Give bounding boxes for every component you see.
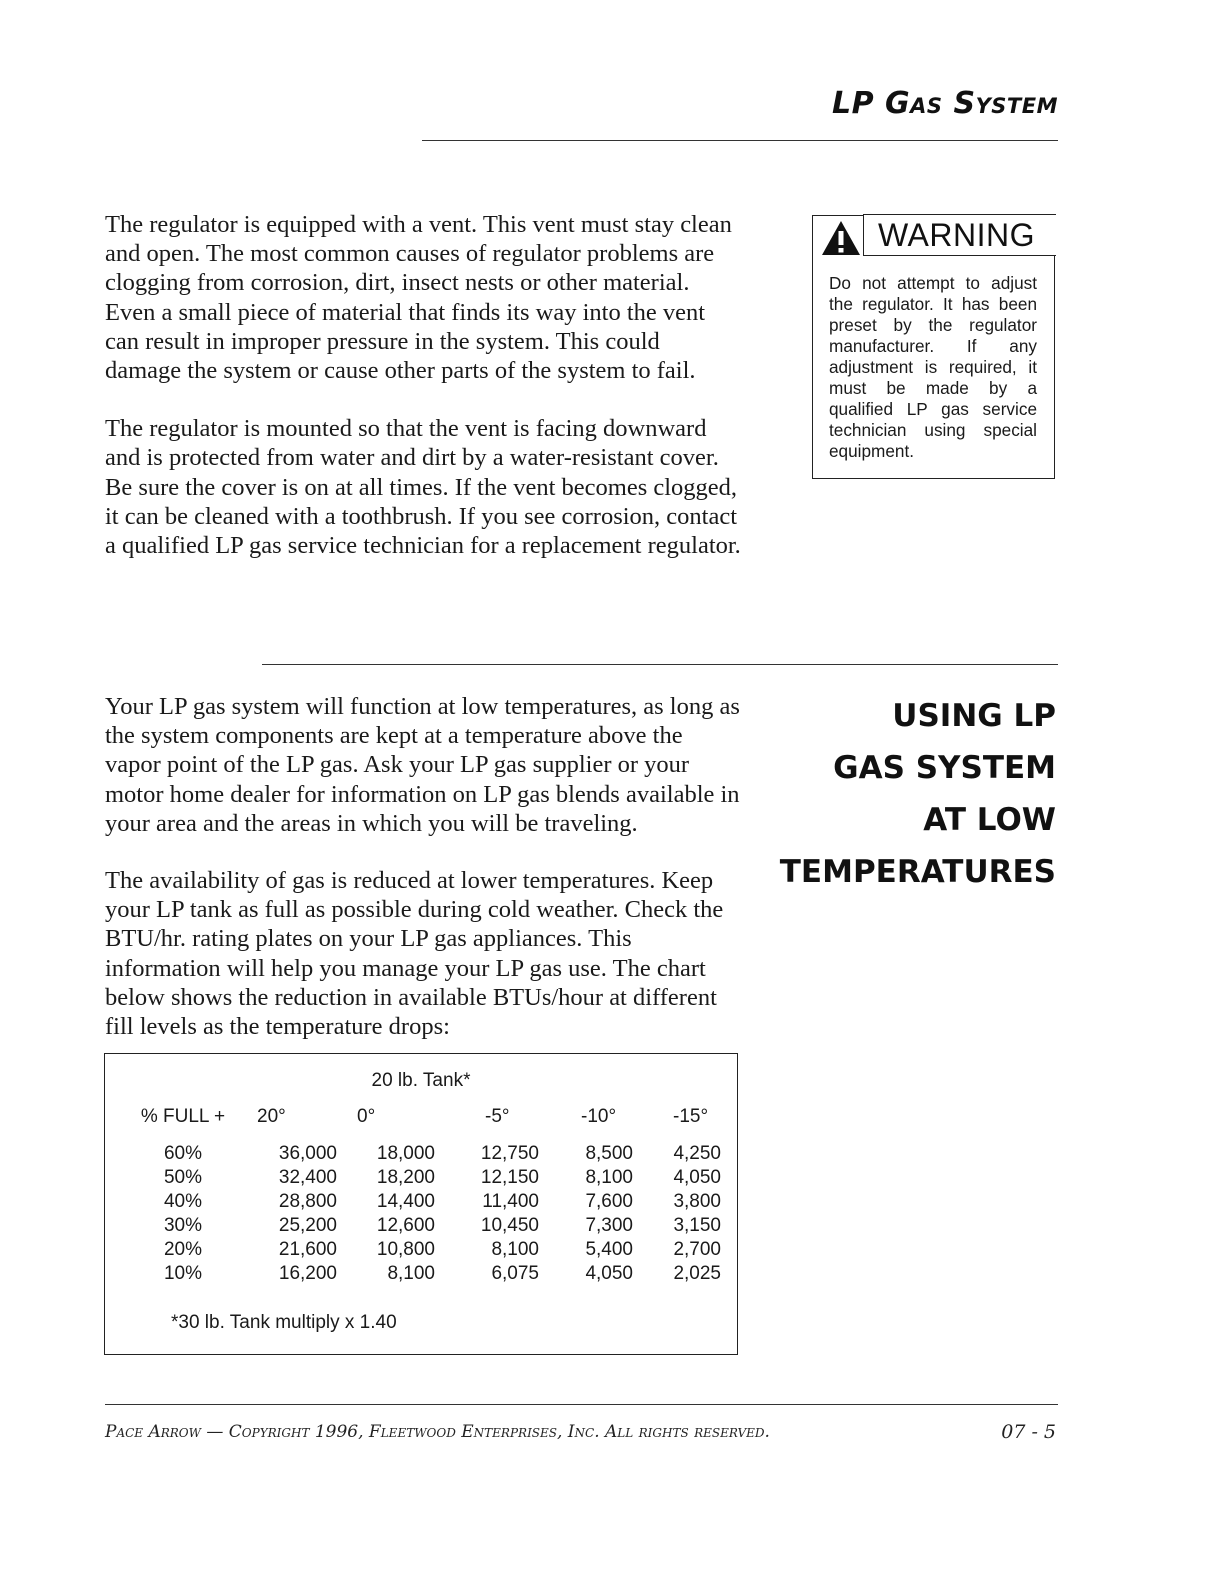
low-temp-section-title: USING LP GAS SYSTEM AT LOW TEMPERATURES <box>779 698 1056 890</box>
table-cell: 5,400 <box>585 1239 633 1260</box>
table-row <box>127 1166 721 1190</box>
regulator-text <box>105 210 741 560</box>
regulator-paragraph-1: The regulator is equipped with a vent. This vent must stay clean and open. The most common causes of regulator problems are clogging from corrosion, dirt, insect nests or other material. Even a small piece of material that finds its way into the vent can result in improper pressure in the system. This could damage the system or cause other parts of the system to fail. <box>105 211 732 385</box>
table-cell: 60% <box>163 1143 203 1164</box>
table-cell: 7,300 <box>585 1215 633 1236</box>
column-header: 20° <box>257 1106 286 1127</box>
table-cell: 21,600 <box>278 1239 337 1260</box>
low-temp-paragraph-1: Your LP gas system will function at low temperatures, as long as the system components are kept at a temperature above the vapor point of the LP gas. Ask your LP gas supplier or your motor home dealer for information on LP gas blends available in your area and the areas in which you will be traveling. <box>105 693 740 837</box>
btu-table-box <box>104 1053 738 1355</box>
table-row <box>127 1262 721 1286</box>
table-cell: 20% <box>163 1239 203 1260</box>
footer-copyright: Pace Arrow — Copyright 1996, Fleetwood Enterprises, Inc. All rights reserved. <box>105 1422 770 1442</box>
table-cell: 12,150 <box>480 1167 539 1188</box>
table-cell: 36,000 <box>278 1143 337 1164</box>
page-header-title: LP Gas System <box>832 86 1058 121</box>
page-number: 07 - 5 <box>1001 1421 1056 1443</box>
regulator-paragraph-2: The regulator is mounted so that the vent is facing downward and is protected from water and dirt by a water-resistant cover. Be sure the cover is on at all times. If the vent becomes clogged, it can be cleaned with a toothbrush. If you see corrosion, contact a qualified LP gas service technician for a replacement regulator. <box>105 415 741 560</box>
warning-label: WARNING <box>863 214 1056 256</box>
table-cell: 2,025 <box>673 1263 721 1284</box>
table-cell: 8,500 <box>585 1143 633 1164</box>
table-cell: 7,600 <box>585 1191 633 1212</box>
table-row <box>127 1214 721 1238</box>
table-cell: 40% <box>163 1191 203 1212</box>
column-header: -15° <box>673 1106 709 1127</box>
table-cell: 3,800 <box>673 1191 721 1212</box>
table-footnote: *30 lb. Tank multiply x 1.40 <box>171 1312 397 1333</box>
btu-table <box>127 1106 721 1286</box>
table-cell: 4,250 <box>673 1143 721 1164</box>
table-cell: 8,100 <box>387 1263 435 1284</box>
table-cell: 28,800 <box>278 1191 337 1212</box>
section-divider <box>262 664 1058 665</box>
table-cell: 8,100 <box>491 1239 539 1260</box>
low-temp-text <box>105 692 741 1041</box>
table-cell: 11,400 <box>482 1191 539 1212</box>
table-cell: 10% <box>163 1263 203 1284</box>
column-header: 0° <box>357 1106 376 1127</box>
table-title: 20 lb. Tank* <box>371 1070 471 1091</box>
column-header: % FULL + <box>140 1106 226 1127</box>
table-header-row <box>127 1106 721 1142</box>
table-row <box>127 1238 721 1262</box>
table-row <box>127 1190 721 1214</box>
table-cell: 10,450 <box>480 1215 539 1236</box>
table-cell: 25,200 <box>278 1215 337 1236</box>
table-cell: 12,750 <box>480 1143 539 1164</box>
table-cell: 3,150 <box>673 1215 721 1236</box>
warning-text: Do not attempt to adjust the regulator. It has been preset by the regulator manufacturer. If any adjustment is required, it must be made by a qualified LP gas service technician using special equipment. <box>829 273 1037 461</box>
table-cell: 16,200 <box>278 1263 337 1284</box>
table-cell: 4,050 <box>673 1167 721 1188</box>
table-cell: 50% <box>163 1167 203 1188</box>
table-cell: 10,800 <box>376 1239 435 1260</box>
footer-rule <box>105 1404 1058 1405</box>
low-temp-paragraph-2: The availability of gas is reduced at lower temperatures. Keep your LP tank as full as possible during cold weather. Check the BTU/hr. rating plates on your LP gas appliances. This information will help you manage your LP gas use. The chart below shows the reduction in available BTUs/hour at different fill levels as the temperature drops: <box>105 867 724 1041</box>
table-cell: 12,600 <box>376 1215 435 1236</box>
table-cell: 32,400 <box>278 1167 337 1188</box>
table-cell: 4,050 <box>585 1263 633 1284</box>
column-header: -10° <box>581 1106 617 1127</box>
table-cell: 8,100 <box>585 1167 633 1188</box>
table-cell: 18,200 <box>376 1167 435 1188</box>
table-row <box>127 1142 721 1166</box>
table-cell: 2,700 <box>673 1239 721 1260</box>
header-rule <box>422 140 1058 141</box>
warning-triangle-icon <box>821 220 861 256</box>
table-cell: 14,400 <box>376 1191 435 1212</box>
table-cell: 30% <box>163 1215 203 1236</box>
table-cell: 18,000 <box>376 1143 435 1164</box>
warning-box <box>812 215 1055 479</box>
table-cell: 6,075 <box>491 1263 539 1284</box>
column-header: -5° <box>485 1106 510 1127</box>
